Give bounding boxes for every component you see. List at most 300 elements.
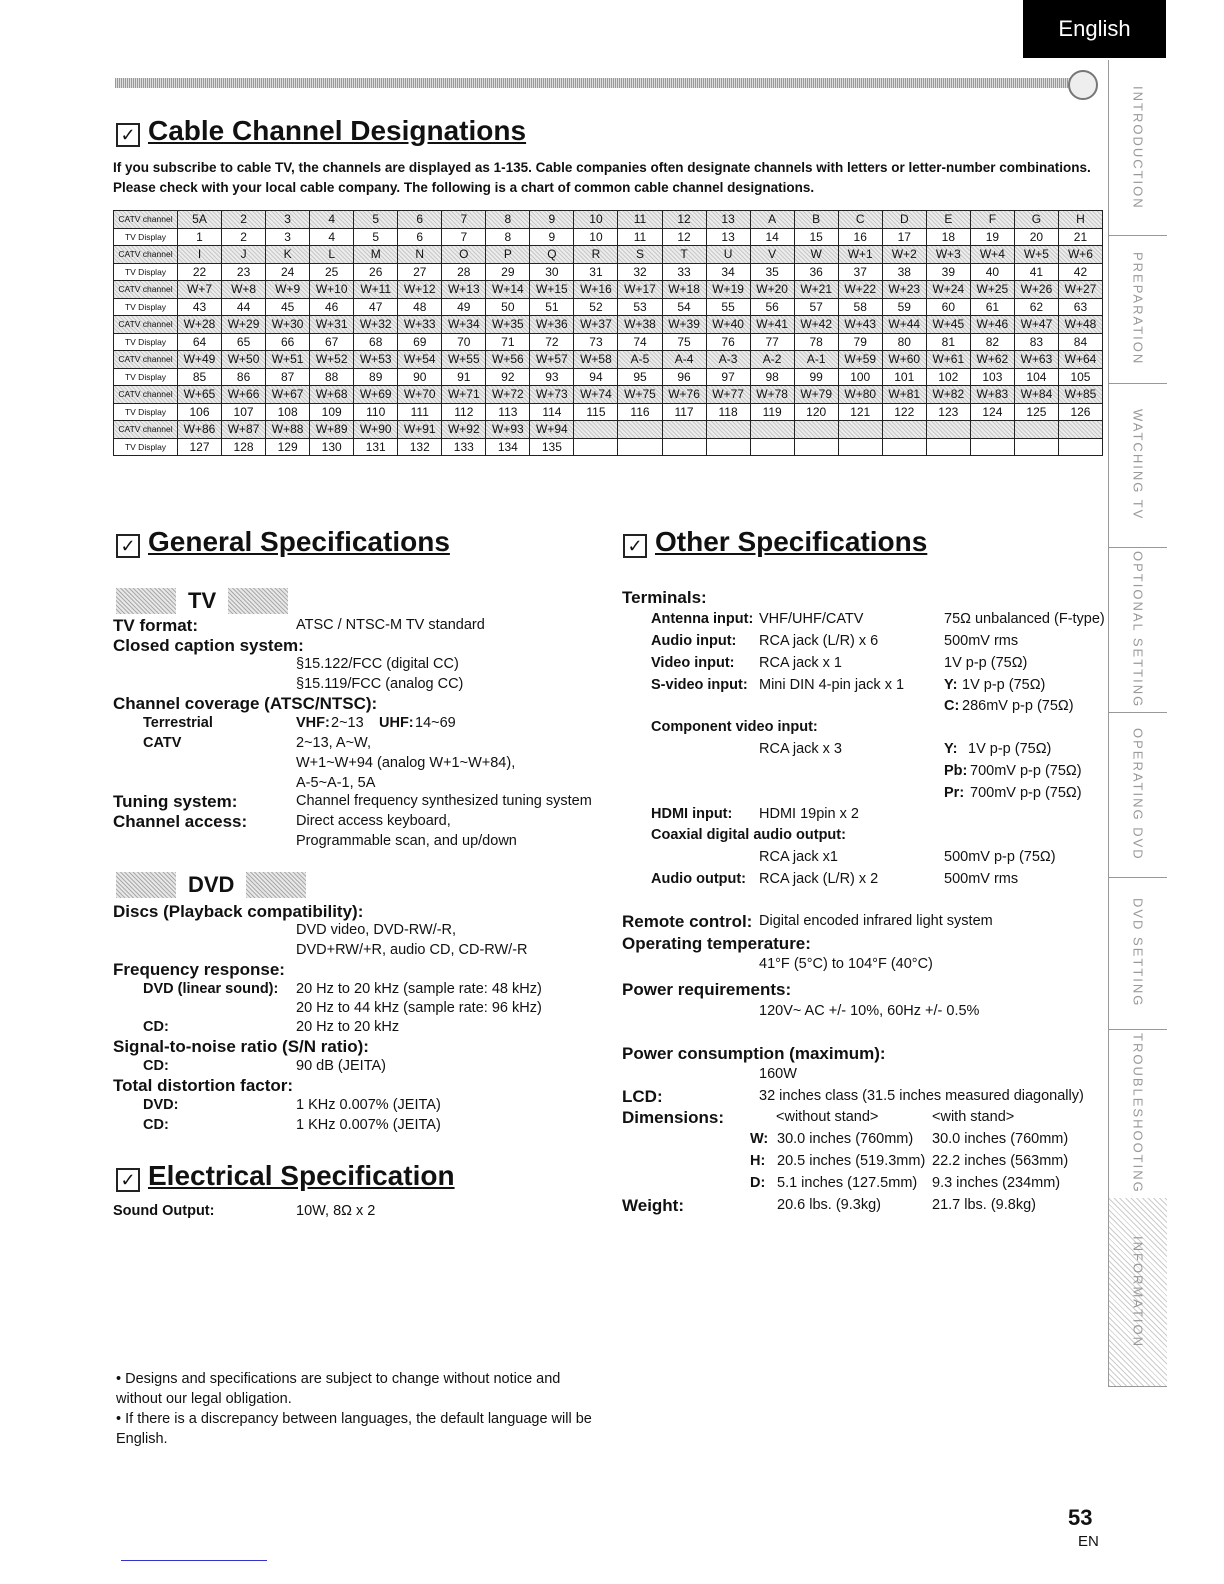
catv-channel-row: [114, 246, 1103, 264]
channel-cell: 99: [794, 368, 838, 386]
catv-channel-row: [114, 281, 1103, 299]
channel-cell: 111: [398, 403, 442, 421]
channel-cell: W+78: [750, 386, 794, 404]
depth-label: D:: [750, 1175, 766, 1191]
width-without: 30.0 inches (760mm): [777, 1131, 914, 1147]
channel-cell: 62: [1014, 298, 1058, 316]
antenna-spec: 75Ω unbalanced (F-type): [944, 611, 1105, 627]
comp-y-label: Y:: [944, 741, 958, 757]
channel-cell: W+9: [266, 281, 310, 299]
channel-cell: W+69: [354, 386, 398, 404]
nav-preparation[interactable]: PREPARATION: [1108, 235, 1167, 384]
channel-cell: W+47: [1014, 316, 1058, 334]
comp-y-spec: 1V p-p (75Ω): [968, 741, 1052, 757]
channel-cell: W+53: [354, 351, 398, 369]
rule-circle-icon: [1068, 70, 1098, 100]
channel-cell: W+11: [354, 281, 398, 299]
thd-dvd-label: DVD:: [143, 1097, 179, 1113]
audio-output-value: RCA jack (L/R) x 2: [759, 871, 879, 887]
channel-cell: W+57: [530, 351, 574, 369]
channel-cell: 2: [222, 211, 266, 229]
channel-cell: 7: [442, 228, 486, 246]
catv-row-label: CATV channel: [114, 246, 178, 264]
channel-cell: 82: [970, 333, 1014, 351]
channel-cell: [1058, 438, 1102, 456]
channel-cell: [618, 421, 662, 439]
channel-cell: 123: [926, 403, 970, 421]
tv-badge-label: TV: [188, 588, 217, 613]
channel-cell: 44: [222, 298, 266, 316]
check-icon: ✓: [116, 1168, 140, 1192]
channel-cell: 4: [310, 211, 354, 229]
channel-cell: W+12: [398, 281, 442, 299]
channel-cell: W+1: [838, 246, 882, 264]
remote-label: Remote control:: [622, 912, 753, 931]
channel-cell: 45: [266, 298, 310, 316]
channel-cell: 118: [706, 403, 750, 421]
channel-cell: 18: [926, 228, 970, 246]
tv-row-label: TV Display: [114, 228, 178, 246]
notes: [116, 1369, 596, 1449]
catv-channel-row: [114, 386, 1103, 404]
cable-intro: If you subscribe to cable TV, the channels are displayed as 1-135. Cable companies often designate channels with letters or letter-number combinations. Please check with your local cable company. The following is a chart of common cable channel designations.: [113, 160, 1091, 195]
vhf-value: 2~13: [331, 715, 364, 731]
channel-cell: [750, 421, 794, 439]
catv-row-label: CATV channel: [114, 316, 178, 334]
channel-cell: W+24: [926, 281, 970, 299]
page-language: EN: [1078, 1533, 1099, 1550]
component-label: Component video input:: [651, 719, 818, 735]
channel-cell: W+62: [970, 351, 1014, 369]
check-icon: ✓: [116, 534, 140, 558]
tv-display-row: [114, 333, 1103, 351]
channel-cell: R: [574, 246, 618, 264]
channel-cell: 115: [574, 403, 618, 421]
channel-cell: 116: [618, 403, 662, 421]
power-cons-value: 160W: [759, 1066, 797, 1082]
channel-cell: E: [926, 211, 970, 229]
channel-cell: 1: [178, 228, 222, 246]
catv-value-2: W+1~W+94 (analog W+1~W+84),: [296, 755, 516, 771]
nav-information[interactable]: INFORMATION: [1108, 1198, 1167, 1387]
channel-cell: D: [882, 211, 926, 229]
channel-cell: 106: [178, 403, 222, 421]
uhf-label: UHF:: [379, 715, 414, 731]
channel-cell: [970, 421, 1014, 439]
channel-cell: 121: [838, 403, 882, 421]
channel-cell: W+59: [838, 351, 882, 369]
lcd-value: 32 inches class (31.5 inches measured diagonally): [759, 1088, 1084, 1104]
audio-output-label: Audio output:: [651, 871, 747, 887]
catv-channel-row: [114, 316, 1103, 334]
channel-cell: W+27: [1058, 281, 1102, 299]
channel-cell: 124: [970, 403, 1014, 421]
weight-without: 20.6 lbs. (9.3kg): [777, 1197, 881, 1213]
channel-cell: W+26: [1014, 281, 1058, 299]
channel-cell: 27: [398, 263, 442, 281]
channel-cell: 13: [706, 228, 750, 246]
channel-cell: F: [970, 211, 1014, 229]
channel-cell: 132: [398, 438, 442, 456]
channel-cell: 11: [618, 228, 662, 246]
channel-cell: 24: [266, 263, 310, 281]
channel-cell: 61: [970, 298, 1014, 316]
channel-cell: 10: [574, 228, 618, 246]
nav-optional-setting[interactable]: OPTIONAL SETTING: [1108, 547, 1167, 713]
channel-cell: I: [178, 246, 222, 264]
channel-cell: 112: [442, 403, 486, 421]
channel-cell: 55: [706, 298, 750, 316]
channel-cell: 122: [882, 403, 926, 421]
channel-cell: W+21: [794, 281, 838, 299]
snr-value: 90 dB (JEITA): [296, 1058, 386, 1074]
channel-cell: 46: [310, 298, 354, 316]
dimensions-label: Dimensions:: [622, 1108, 725, 1127]
other-section-title: [623, 526, 927, 558]
channel-cell: 6: [398, 228, 442, 246]
channel-cell: 42: [1058, 263, 1102, 281]
channel-cell: 128: [222, 438, 266, 456]
channel-cell: 69: [398, 333, 442, 351]
channel-cell: 127: [178, 438, 222, 456]
channel-cell: W+39: [662, 316, 706, 334]
catv-row-label: CATV channel: [114, 421, 178, 439]
channel-cell: [838, 438, 882, 456]
channel-cell: 16: [838, 228, 882, 246]
channel-cell: W+79: [794, 386, 838, 404]
weight-with: 21.7 lbs. (9.8kg): [932, 1197, 1036, 1213]
channel-cell: 125: [1014, 403, 1058, 421]
lcd-label: LCD:: [622, 1087, 663, 1106]
channel-cell: 100: [838, 368, 882, 386]
channel-cell: 64: [178, 333, 222, 351]
channel-cell: 3: [266, 211, 310, 229]
height-label: H:: [750, 1153, 766, 1169]
channel-cell: [882, 421, 926, 439]
channel-cell: 14: [750, 228, 794, 246]
channel-cell: 41: [1014, 263, 1058, 281]
svideo-y-label: Y:: [944, 677, 958, 693]
channel-cell: 5: [354, 228, 398, 246]
channel-cell: V: [750, 246, 794, 264]
channel-cell: 49: [442, 298, 486, 316]
channel-cell: 20: [1014, 228, 1058, 246]
comp-pb-label: Pb:: [944, 763, 968, 779]
channel-cell: 113: [486, 403, 530, 421]
catv-row-label: CATV channel: [114, 211, 178, 229]
channel-cell: U: [706, 246, 750, 264]
channel-cell: 130: [310, 438, 354, 456]
channel-cell: 58: [838, 298, 882, 316]
tv-display-row: [114, 228, 1103, 246]
temp-label: Operating temperature:: [622, 934, 811, 953]
catv-value-1: 2~13, A~W,: [296, 735, 371, 751]
coax-spec: 500mV p-p (75Ω): [944, 849, 1056, 865]
channel-cell: W+19: [706, 281, 750, 299]
tv-row-label: TV Display: [114, 263, 178, 281]
channel-cell: [574, 421, 618, 439]
terminals-label: Terminals:: [622, 588, 707, 607]
channel-cell: W+60: [882, 351, 926, 369]
nav-watching-tv[interactable]: WATCHING TV: [1108, 383, 1167, 548]
tv-display-row: [114, 298, 1103, 316]
thd-label: Total distortion factor:: [113, 1076, 294, 1095]
channel-cell: 90: [398, 368, 442, 386]
channel-cell: 135: [530, 438, 574, 456]
discs-value-1: DVD video, DVD-RW/-R,: [296, 922, 457, 938]
channel-cell: 10: [574, 211, 618, 229]
channel-cell: 7: [442, 211, 486, 229]
with-stand-header: <with stand>: [932, 1109, 1015, 1125]
tv-display-row: [114, 438, 1103, 456]
channel-cell: 43: [178, 298, 222, 316]
channel-cell: 2: [222, 228, 266, 246]
channel-cell: 30: [530, 263, 574, 281]
channel-cell: W+85: [1058, 386, 1102, 404]
channel-cell: W+52: [310, 351, 354, 369]
catv-value-3: A-5~A-1, 5A: [296, 775, 376, 791]
channel-cell: W+14: [486, 281, 530, 299]
channel-cell: 53: [618, 298, 662, 316]
coax-value: RCA jack x1: [759, 849, 838, 865]
catv-channel-row: [114, 421, 1103, 439]
channel-cell: H: [1058, 211, 1102, 229]
channel-cell: A: [750, 211, 794, 229]
channel-cell: J: [222, 246, 266, 264]
hdmi-value: HDMI 19pin x 2: [759, 806, 859, 822]
channel-cell: 39: [926, 263, 970, 281]
channel-cell: 38: [882, 263, 926, 281]
tv-row-label: TV Display: [114, 403, 178, 421]
access-label: Channel access:: [113, 812, 248, 831]
channel-cell: [926, 421, 970, 439]
channel-cell: 32: [618, 263, 662, 281]
tv-display-row: [114, 263, 1103, 281]
cd-freq-value: 20 Hz to 20 kHz: [296, 1019, 400, 1035]
channel-cell: 52: [574, 298, 618, 316]
tv-badge: [116, 588, 288, 614]
other-title-text: Other Specifications: [655, 526, 928, 557]
catv-label: CATV: [143, 735, 182, 751]
channel-cell: 101: [882, 368, 926, 386]
channel-cell: 88: [310, 368, 354, 386]
channel-cell: 89: [354, 368, 398, 386]
depth-with: 9.3 inches (234mm): [932, 1175, 1061, 1191]
channel-cell: 80: [882, 333, 926, 351]
channel-cell: [706, 438, 750, 456]
channel-cell: W+23: [882, 281, 926, 299]
channel-cell: 120: [794, 403, 838, 421]
channel-cell: 73: [574, 333, 618, 351]
channel-cell: W+35: [486, 316, 530, 334]
channel-cell: W+49: [178, 351, 222, 369]
channel-cell: 131: [354, 438, 398, 456]
channel-cell: 48: [398, 298, 442, 316]
catv-row-label: CATV channel: [114, 281, 178, 299]
channel-cell: W: [794, 246, 838, 264]
electrical-section-title: [116, 1160, 455, 1192]
access-value-2: Programmable scan, and up/down: [296, 833, 517, 849]
channel-cell: O: [442, 246, 486, 264]
channel-cell: W+4: [970, 246, 1014, 264]
snr-cd-label: CD:: [143, 1058, 169, 1074]
catv-row-label: CATV channel: [114, 351, 178, 369]
tv-row-label: TV Display: [114, 368, 178, 386]
channel-cell: W+54: [398, 351, 442, 369]
channel-cell: 37: [838, 263, 882, 281]
channel-cell: L: [310, 246, 354, 264]
antenna-value: VHF/UHF/CATV: [759, 611, 864, 627]
channel-cell: 96: [662, 368, 706, 386]
channel-cell: 93: [530, 368, 574, 386]
channel-cell: 12: [662, 211, 706, 229]
channel-cell: Q: [530, 246, 574, 264]
thd-dvd-value: 1 KHz 0.007% (JEITA): [296, 1097, 441, 1113]
channel-cell: 66: [266, 333, 310, 351]
channel-cell: T: [662, 246, 706, 264]
channel-cell: W+63: [1014, 351, 1058, 369]
channel-cell: 54: [662, 298, 706, 316]
channel-cell: W+15: [530, 281, 574, 299]
nav-introduction[interactable]: INTRODUCTION: [1108, 60, 1167, 236]
channel-cell: [750, 438, 794, 456]
channel-cell: W+5: [1014, 246, 1058, 264]
tuning-label: Tuning system:: [113, 792, 238, 811]
channel-cell: 56: [750, 298, 794, 316]
channel-cell: W+70: [398, 386, 442, 404]
channel-cell: W+75: [618, 386, 662, 404]
dvd-linear-value-1: 20 Hz to 20 kHz (sample rate: 48 kHz): [296, 981, 542, 997]
channel-cell: W+67: [266, 386, 310, 404]
channel-cell: [662, 438, 706, 456]
channel-cell: W+80: [838, 386, 882, 404]
channel-cell: 22: [178, 263, 222, 281]
height-with: 22.2 inches (563mm): [932, 1153, 1069, 1169]
cc-label: Closed caption system:: [113, 636, 304, 655]
freq-label: Frequency response:: [113, 960, 285, 979]
catv-channel-row: [114, 351, 1103, 369]
channel-cell: 4: [310, 228, 354, 246]
channel-cell: [618, 438, 662, 456]
power-req-label: Power requirements:: [622, 980, 792, 999]
channel-cell: W+6: [1058, 246, 1102, 264]
channel-cell: W+74: [574, 386, 618, 404]
channel-cell: 63: [1058, 298, 1102, 316]
channel-cell: W+90: [354, 421, 398, 439]
channel-cell: W+37: [574, 316, 618, 334]
channel-cell: 34: [706, 263, 750, 281]
channel-cell: C: [838, 211, 882, 229]
channel-cell: A-4: [662, 351, 706, 369]
channel-cell: W+41: [750, 316, 794, 334]
channel-cell: 75: [662, 333, 706, 351]
channel-cell: W+92: [442, 421, 486, 439]
channel-cell: 26: [354, 263, 398, 281]
weight-label: Weight:: [622, 1196, 685, 1215]
channel-cell: A-3: [706, 351, 750, 369]
channel-cell: K: [266, 246, 310, 264]
channel-cell: 47: [354, 298, 398, 316]
channel-cell: 35: [750, 263, 794, 281]
channel-cell: 104: [1014, 368, 1058, 386]
channel-cell: 102: [926, 368, 970, 386]
channel-cell: 87: [266, 368, 310, 386]
check-icon: ✓: [116, 123, 140, 147]
channel-cell: W+22: [838, 281, 882, 299]
channel-cell: W+81: [882, 386, 926, 404]
channel-cell: 17: [882, 228, 926, 246]
channel-cell: W+38: [618, 316, 662, 334]
channel-cell: 129: [266, 438, 310, 456]
channel-cell: [1014, 421, 1058, 439]
coverage-label: Channel coverage (ATSC/NTSC):: [113, 694, 378, 713]
channel-cell: S: [618, 246, 662, 264]
channel-cell: 114: [530, 403, 574, 421]
nav-troubleshooting[interactable]: TROUBLESHOOTING: [1108, 1029, 1167, 1199]
channel-cell: W+72: [486, 386, 530, 404]
channel-cell: 133: [442, 438, 486, 456]
channel-cell: W+44: [882, 316, 926, 334]
channel-cell: 86: [222, 368, 266, 386]
channel-cell: A-2: [750, 351, 794, 369]
coax-label: Coaxial digital audio output:: [651, 827, 846, 843]
channel-cell: 105: [1058, 368, 1102, 386]
general-title-text: General Specifications: [148, 526, 450, 557]
channel-cell: 65: [222, 333, 266, 351]
dvd-badge: [116, 872, 306, 898]
channel-cell: W+76: [662, 386, 706, 404]
nav-dvd-setting[interactable]: DVD SETTING: [1108, 877, 1167, 1030]
channel-cell: 5: [354, 211, 398, 229]
channel-cell: 57: [794, 298, 838, 316]
channel-cell: 19: [970, 228, 1014, 246]
channel-cell: 23: [222, 263, 266, 281]
dvd-badge-label: DVD: [188, 872, 235, 897]
channel-cell: W+42: [794, 316, 838, 334]
cc-value-2: §15.119/FCC (analog CC): [296, 676, 464, 692]
thd-cd-label: CD:: [143, 1117, 169, 1133]
svideo-value: Mini DIN 4-pin jack x 1: [759, 677, 905, 693]
channel-cell: 31: [574, 263, 618, 281]
nav-operating-dvd[interactable]: OPERATING DVD: [1108, 712, 1167, 878]
channel-cell: W+16: [574, 281, 618, 299]
remote-value: Digital encoded infrared light system: [759, 913, 993, 929]
channel-cell: W+2: [882, 246, 926, 264]
channel-cell: 109: [310, 403, 354, 421]
channel-cell: 8: [486, 211, 530, 229]
channel-cell: W+51: [266, 351, 310, 369]
channel-cell: 33: [662, 263, 706, 281]
tv-row-label: TV Display: [114, 438, 178, 456]
channel-cell: [926, 438, 970, 456]
channel-cell: A-1: [794, 351, 838, 369]
channel-cell: 77: [750, 333, 794, 351]
channel-cell: 11: [618, 211, 662, 229]
channel-cell: [794, 438, 838, 456]
channel-cell: W+86: [178, 421, 222, 439]
thd-cd-value: 1 KHz 0.007% (JEITA): [296, 1117, 441, 1133]
power-cons-label: Power consumption (maximum):: [622, 1044, 886, 1063]
snr-label: Signal-to-noise ratio (S/N ratio):: [113, 1037, 369, 1056]
channel-cell: W+7: [178, 281, 222, 299]
vhf-label: VHF:: [296, 715, 330, 731]
channel-cell: 97: [706, 368, 750, 386]
channel-cell: 15: [794, 228, 838, 246]
hdmi-label: HDMI input:: [651, 806, 733, 822]
channel-cell: 91: [442, 368, 486, 386]
component-value: RCA jack x 3: [759, 741, 842, 757]
general-section-title: [116, 526, 450, 558]
